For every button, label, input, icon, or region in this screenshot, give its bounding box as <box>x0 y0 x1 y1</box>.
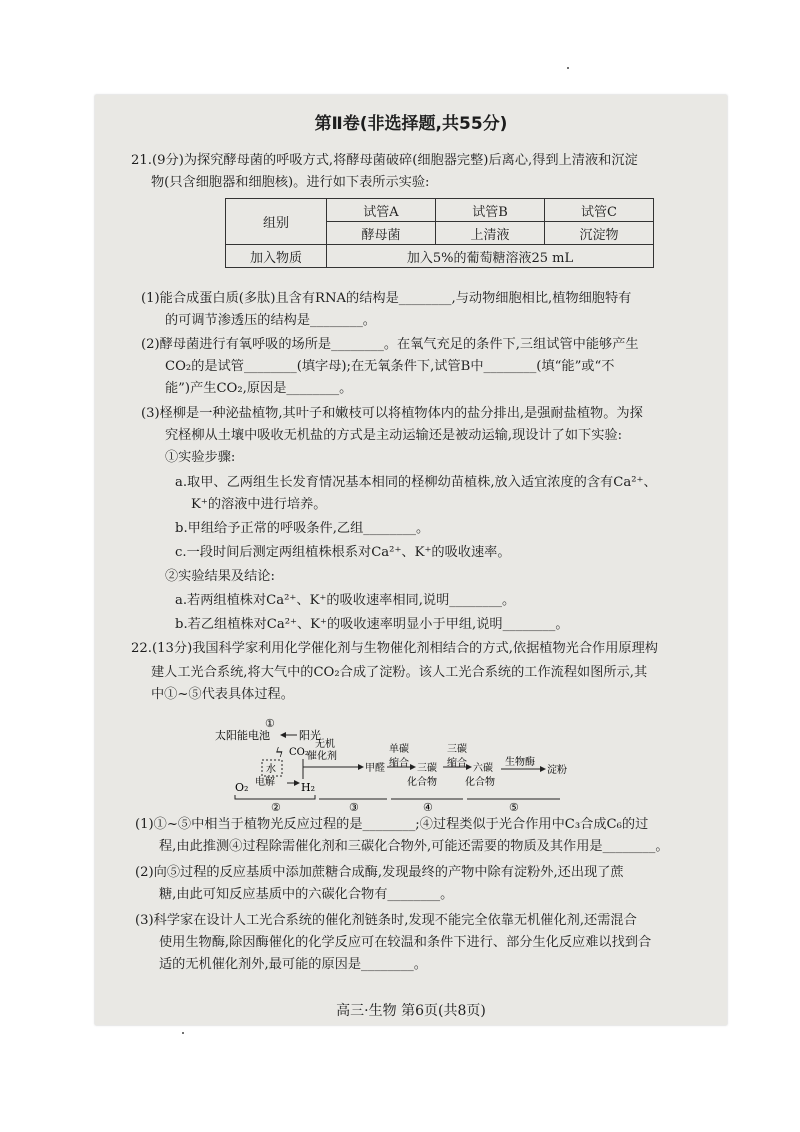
q21-part3-line-1: (3)柽柳是一种泌盐植物,其叶子和嫩枝可以将植物体内的盐分排出,是强耐盐植物。为探 <box>141 406 643 421</box>
label-h2: H₂ <box>301 781 316 794</box>
lightning-icon: ϟ <box>275 746 284 761</box>
table-added-value: 加入5%的葡萄糖溶液25 mL <box>327 245 654 268</box>
q21-result-a: a.若两组植株对Ca²⁺、K⁺的吸收速率相同,说明________。 <box>175 593 516 608</box>
q21-part2-line-1: (2)酵母菌进行有氧呼吸的场所是________。在氧气充足的条件下,三组试管中能够产生 <box>141 337 639 352</box>
label-n4: ④ <box>423 801 433 811</box>
label-catalyst-2: 催化剂 <box>307 751 337 762</box>
q21-part2-line-3: 能”)产生CO₂,原因是________。 <box>165 381 353 396</box>
label-electrolysis: 电解 <box>255 777 275 788</box>
q22-part3-line-1: (3)科学家在设计人工光合系统的催化剂链条时,发现不能完全依靠无机催化剂,还需混合 <box>135 913 637 928</box>
bracket-2 <box>235 795 315 799</box>
scan-speck <box>567 67 569 69</box>
label-water: 水 <box>266 764 276 775</box>
label-step3-bot: 缩合 <box>389 758 409 769</box>
q22-intro-line-2: 建人工光合系统,将大气中的CO₂合成了淀粉。该人工光合系统的工作流程如图所示,其 <box>151 665 648 680</box>
table-added-label: 加入物质 <box>226 245 327 268</box>
scan-speck <box>182 1032 184 1034</box>
label-n2: ② <box>271 801 281 811</box>
label-six-c-1: 六碳 <box>473 763 493 774</box>
label-n5: ⑤ <box>509 801 519 811</box>
q21-part3-line-2: 究柽柳从土壤中吸收无机盐的方式是主动运输还是被动运输,现设计了如下实验: <box>165 428 623 443</box>
q22-part3-line-2: 使用生物酶,除因酶催化的化学反应可在较温和条件下进行、部分生化反应难以找到合 <box>159 935 652 950</box>
q22-part1-line-2: 程,由此推测④过程除需催化剂和三碳化合物外,可能还需要的物质及其作用是________。 <box>159 839 669 854</box>
label-six-c-2: 化合物 <box>465 777 495 788</box>
label-o2: O₂ <box>235 781 249 794</box>
label-n3: ③ <box>349 801 359 811</box>
q21-steps-label: ①实验步骤: <box>165 450 236 465</box>
page-footer: 高三·生物 第6页(共8页) <box>336 1003 486 1019</box>
label-step4-top: 三碳 <box>447 744 467 755</box>
label-sunlight: 阳光 <box>299 729 321 742</box>
label-methanol: 甲醛 <box>365 763 385 774</box>
q21-result-label: ②实验结果及结论: <box>165 569 275 584</box>
table-tube-a: 试管A <box>327 199 436 222</box>
experiment-table <box>225 198 654 268</box>
q22-intro-line-1: 22.(13分)我国科学家利用化学催化剂与生物催化剂相结合的方式,依据植物光合作用原理构 <box>131 641 658 656</box>
q22-part1-line-1: (1)①~⑤中相当于植物光反应过程的是________;④过程类似于光合作用中C₃合成C₆的过 <box>135 817 649 832</box>
exam-page <box>95 95 727 1025</box>
label-three-c-1: 三碳 <box>417 763 437 774</box>
label-co2: CO₂ <box>289 747 309 758</box>
section-title: 第Ⅱ卷(非选择题,共55分) <box>314 114 508 134</box>
q21-part2-line-2: CO₂的是试管________(填字母);在无氧条件下,试管B中________(填“能”或“不 <box>165 359 615 374</box>
q21-result-b: b.若乙组植株对Ca²⁺、K⁺的吸收速率明显小于甲组,说明________。 <box>175 617 569 632</box>
label-three-c-2: 化合物 <box>407 777 437 788</box>
q21-step-c: c.一段时间后测定两组植株根系对Ca²⁺、K⁺的吸收速率。 <box>175 545 511 560</box>
table-group-label: 组别 <box>226 199 327 245</box>
table-content-b: 上清液 <box>436 222 545 245</box>
q21-intro-line-1: 21.(9分)为探究酵母菌的呼吸方式,将酵母菌破碎(细胞器完整)后离心,得到上清液和沉淀 <box>131 153 638 168</box>
q22-part2-line-1: (2)向⑤过程的反应基质中添加蔗糖合成酶,发现最终的产物中除有淀粉外,还出现了蔗 <box>135 865 624 880</box>
q21-part1-line-1: (1)能合成蛋白质(多肽)且含有RNA的结构是________,与动物细胞相比,植物细胞特有 <box>141 291 632 306</box>
table-tube-b: 试管B <box>436 199 545 222</box>
label-enzyme: 生物酶 <box>505 757 535 768</box>
q21-step-b: b.甲组给予正常的呼吸条件,乙组________。 <box>175 521 430 536</box>
table-content-c: 沉淀物 <box>545 222 654 245</box>
artificial-photosynthesis-diagram <box>215 715 615 811</box>
q21-intro-line-2: 物(只含细胞器和细胞核)。进行如下表所示实验: <box>151 175 430 190</box>
q21-step-a-line-2: K⁺的溶液中进行培养。 <box>191 497 327 512</box>
label-n1: ① <box>265 717 275 730</box>
label-step4-bot: 缩合 <box>447 758 467 769</box>
q21-part1-line-2: 的可调节渗透压的结构是________。 <box>165 313 376 328</box>
table-content-a: 酵母菌 <box>327 222 436 245</box>
label-catalyst-1: 无机 <box>315 739 335 750</box>
label-starch: 淀粉 <box>547 765 567 776</box>
q22-part2-line-2: 糖,由此可知反应基质中的六碳化合物有________。 <box>159 887 454 902</box>
table-tube-c: 试管C <box>545 199 654 222</box>
q22-part3-line-3: 适的无机催化剂外,最可能的原因是________。 <box>159 957 427 972</box>
q21-step-a-line-1: a.取甲、乙两组生长发育情况基本相同的柽柳幼苗植株,放入适宜浓度的含有Ca²⁺、 <box>175 475 657 490</box>
q22-intro-line-3: 中①~⑤代表具体过程。 <box>151 687 294 702</box>
label-step3-top: 单碳 <box>389 744 409 755</box>
label-solar-cell: 太阳能电池 <box>215 729 270 742</box>
